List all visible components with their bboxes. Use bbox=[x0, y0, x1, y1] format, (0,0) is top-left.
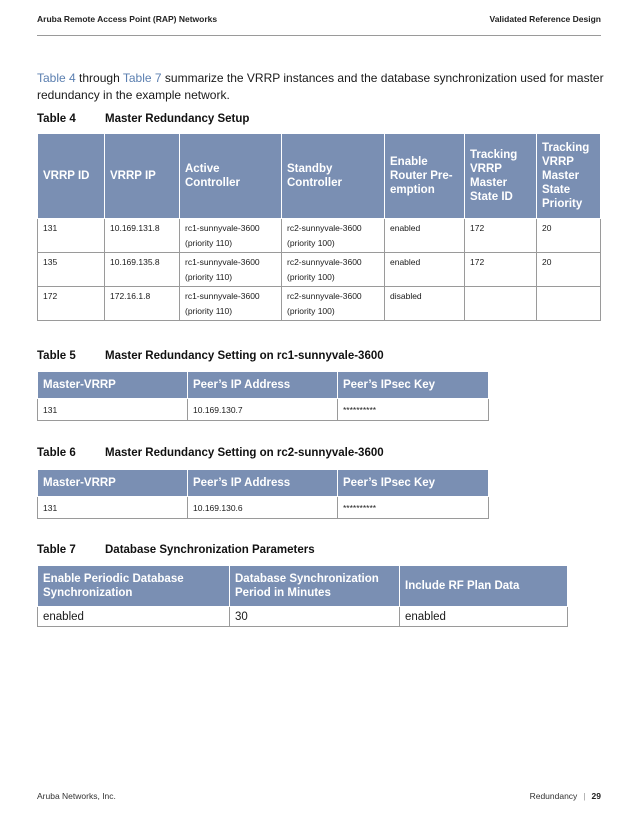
controller-name: rc1-sunnyvale-3600 bbox=[185, 223, 260, 233]
cell-active-controller bbox=[180, 253, 282, 287]
table-header-row bbox=[38, 134, 601, 219]
cell-standby-controller bbox=[282, 287, 385, 321]
header-divider bbox=[37, 35, 601, 36]
table5-caption-number: Table 5 bbox=[37, 350, 76, 362]
col-header-tracking-state-id: Tracking VRRP Master State ID bbox=[465, 134, 537, 219]
table-header-row bbox=[38, 372, 489, 399]
cell-peer-ip: 10.169.130.6 bbox=[188, 497, 338, 519]
table6-caption bbox=[37, 447, 384, 459]
cell-tracking-state-id: 172 bbox=[465, 253, 537, 287]
controller-priority: (priority 110) bbox=[185, 272, 233, 282]
cell-enable-periodic-sync: enabled bbox=[38, 607, 230, 627]
cell-tracking-priority: 20 bbox=[537, 253, 601, 287]
controller-priority: (priority 100) bbox=[287, 272, 335, 282]
cell-vrrp-ip: 10.169.131.8 bbox=[105, 219, 180, 253]
col-header-peer-ip: Peer’s IP Address bbox=[188, 470, 338, 497]
col-header-master-vrrp: Master-VRRP bbox=[38, 470, 188, 497]
cell-vrrp-id: 172 bbox=[38, 287, 105, 321]
table4-link[interactable]: Table 4 bbox=[37, 71, 76, 85]
cell-vrrp-ip: 10.169.135.8 bbox=[105, 253, 180, 287]
controller-priority: (priority 100) bbox=[287, 306, 335, 316]
cell-peer-ipsec-key: ********** bbox=[338, 399, 489, 421]
controller-name: rc2-sunnyvale-3600 bbox=[287, 257, 362, 267]
controller-name: rc1-sunnyvale-3600 bbox=[185, 291, 260, 301]
table4-caption-number: Table 4 bbox=[37, 113, 76, 125]
col-header-master-vrrp: Master-VRRP bbox=[38, 372, 188, 399]
table5-caption-title: Master Redundancy Setting on rc1-sunnyvale-3600 bbox=[105, 350, 384, 362]
col-header-preemption: Enable Router Pre-emption bbox=[385, 134, 465, 219]
cell-peer-ipsec-key: ********** bbox=[338, 497, 489, 519]
cell-standby-controller bbox=[282, 253, 385, 287]
cell-preemption: enabled bbox=[385, 253, 465, 287]
table5-caption bbox=[37, 350, 384, 362]
table-row bbox=[38, 287, 601, 321]
col-header-tracking-priority: Tracking VRRP Master State Priority bbox=[537, 134, 601, 219]
footer-section: Redundancy bbox=[529, 791, 578, 801]
col-header-peer-ipsec-key: Peer’s IPsec Key bbox=[338, 470, 489, 497]
database-sync-parameters-table bbox=[37, 565, 568, 627]
rc2-redundancy-setting-table bbox=[37, 469, 489, 519]
running-header-title: Aruba Remote Access Point (RAP) Networks bbox=[37, 14, 218, 24]
cell-tracking-state-id: 172 bbox=[465, 219, 537, 253]
cell-master-vrrp: 131 bbox=[38, 399, 188, 421]
footer-page-info bbox=[530, 791, 601, 801]
table-row bbox=[38, 399, 489, 421]
cell-vrrp-id: 135 bbox=[38, 253, 105, 287]
table4-caption bbox=[37, 113, 249, 125]
footer-company: Aruba Networks, Inc. bbox=[37, 791, 116, 801]
table6-caption-title: Master Redundancy Setting on rc2-sunnyvale-3600 bbox=[105, 447, 384, 459]
cell-tracking-priority bbox=[537, 287, 601, 321]
col-header-peer-ipsec-key: Peer’s IPsec Key bbox=[338, 372, 489, 399]
cell-tracking-state-id bbox=[465, 287, 537, 321]
cell-tracking-priority: 20 bbox=[537, 219, 601, 253]
cell-peer-ip: 10.169.130.7 bbox=[188, 399, 338, 421]
cell-include-rf-plan: enabled bbox=[400, 607, 568, 627]
controller-name: rc2-sunnyvale-3600 bbox=[287, 223, 362, 233]
controller-priority: (priority 100) bbox=[287, 238, 335, 248]
controller-priority: (priority 110) bbox=[185, 306, 233, 316]
cell-preemption: enabled bbox=[385, 219, 465, 253]
master-redundancy-setup-table bbox=[37, 133, 601, 321]
page-number: 29 bbox=[591, 791, 601, 801]
col-header-vrrp-ip: VRRP IP bbox=[105, 134, 180, 219]
table-header-row bbox=[38, 470, 489, 497]
cell-master-vrrp: 131 bbox=[38, 497, 188, 519]
intro-text-rest: summarize the VRRP instances and the database synchronization used for master redundancy in the example network. bbox=[37, 71, 604, 102]
cell-vrrp-id: 131 bbox=[38, 219, 105, 253]
col-header-sync-period: Database Synchronization Period in Minutes bbox=[230, 566, 400, 607]
table4-caption-title: Master Redundancy Setup bbox=[105, 113, 250, 125]
table-row bbox=[38, 219, 601, 253]
col-header-peer-ip: Peer’s IP Address bbox=[188, 372, 338, 399]
col-header-enable-periodic-sync: Enable Periodic Database Synchronization bbox=[38, 566, 230, 607]
cell-active-controller bbox=[180, 287, 282, 321]
table-row bbox=[38, 253, 601, 287]
table-row bbox=[38, 497, 489, 519]
col-header-include-rf-plan: Include RF Plan Data bbox=[400, 566, 568, 607]
cell-vrrp-ip: 172.16.1.8 bbox=[105, 287, 180, 321]
table7-caption-title: Database Synchronization Parameters bbox=[105, 544, 315, 556]
cell-standby-controller bbox=[282, 219, 385, 253]
footer-separator: | bbox=[583, 791, 586, 801]
running-header-doc-type: Validated Reference Design bbox=[489, 14, 601, 24]
table7-link[interactable]: Table 7 bbox=[122, 71, 162, 85]
table-row bbox=[38, 607, 568, 627]
col-header-vrrp-id: VRRP ID bbox=[38, 134, 105, 219]
table-header-row bbox=[38, 566, 568, 607]
controller-priority: (priority 110) bbox=[185, 238, 233, 248]
col-header-active-controller: Active Controller bbox=[180, 134, 282, 219]
cell-preemption: disabled bbox=[385, 287, 465, 321]
table7-caption bbox=[37, 544, 315, 556]
controller-name: rc2-sunnyvale-3600 bbox=[287, 291, 362, 301]
controller-name: rc1-sunnyvale-3600 bbox=[185, 257, 260, 267]
cell-sync-period: 30 bbox=[230, 607, 400, 627]
col-header-standby-controller: Standby Controller bbox=[282, 134, 385, 219]
intro-paragraph bbox=[37, 70, 607, 104]
intro-text-through: through bbox=[75, 71, 123, 85]
cell-active-controller bbox=[180, 219, 282, 253]
table7-caption-number: Table 7 bbox=[37, 544, 76, 556]
table6-caption-number: Table 6 bbox=[37, 447, 76, 459]
rc1-redundancy-setting-table bbox=[37, 371, 489, 421]
